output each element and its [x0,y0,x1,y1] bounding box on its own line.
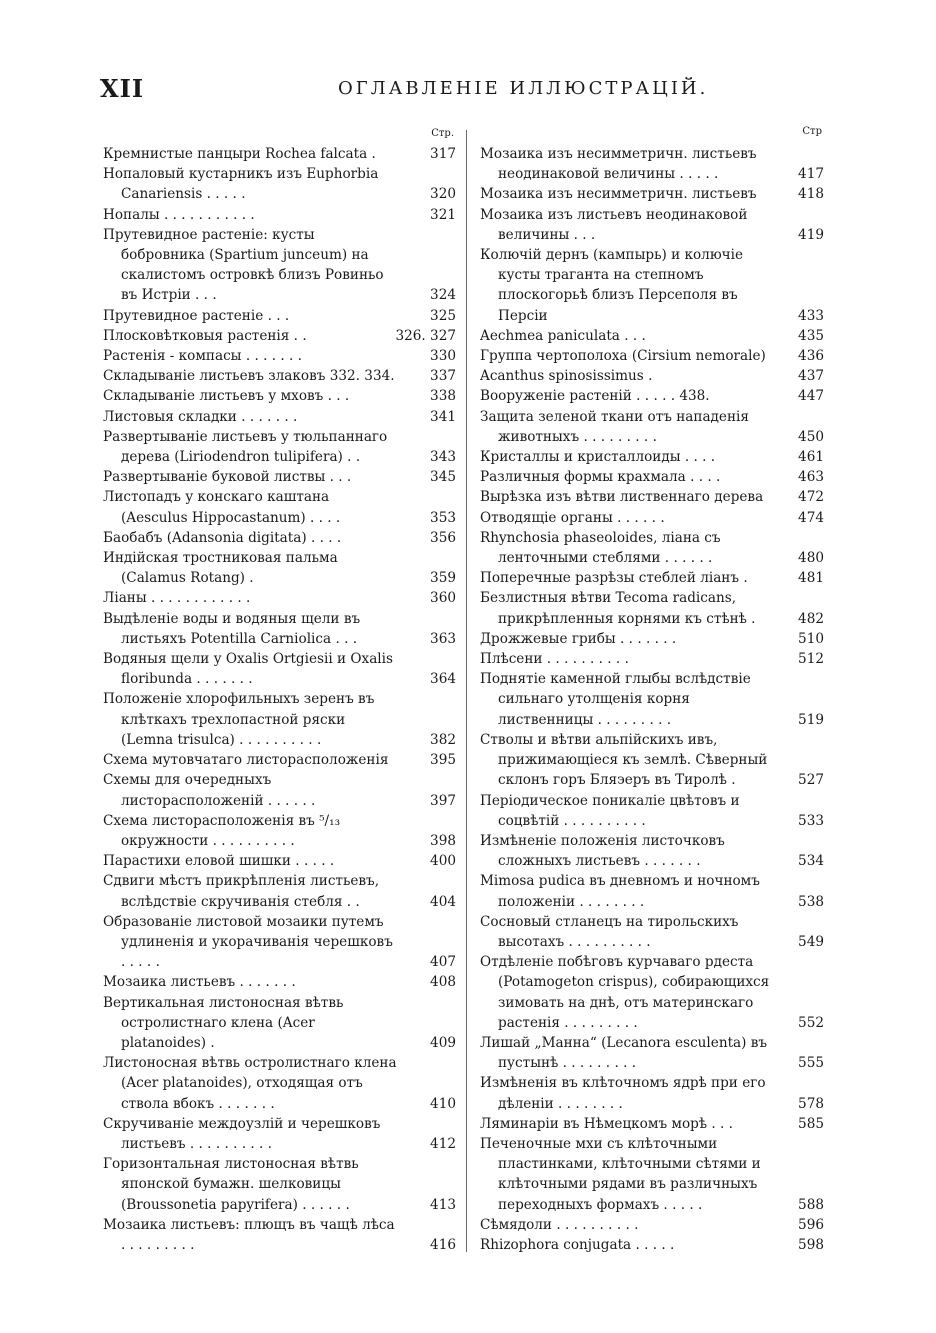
toc-entry-text: Поперечные разрѣзы стеблей ліанъ . [480,570,748,587]
toc-entry-page: 549 [798,933,824,950]
toc-entry [480,184,828,204]
toc-entry-text: Складываніе листьевъ злаковъ 332. 334. [103,368,395,385]
toc-entry-text: Листовыя складки . . . . . . . [103,408,298,425]
toc-entry-text: Мозаика листьевъ: плющъ въ чащѣ лѣса . . . . . . . . . [103,1216,395,1253]
toc-entry-page: 400 [430,853,456,870]
toc-entry-text: Защита зеленой ткани отъ нападенія животныхъ . . . . . . . . . [480,408,749,445]
column-divider [466,130,467,1252]
toc-entry [103,346,456,366]
toc-entry [103,851,456,871]
toc-entry [480,568,828,588]
toc-entry-page: 480 [798,550,824,567]
toc-entry [480,1235,828,1255]
left-column [103,122,456,1255]
toc-entry [103,427,456,467]
toc-entry-text: Плѣсени . . . . . . . . . . [480,651,629,668]
toc-entry [480,528,828,568]
toc-entry-page: 419 [798,226,824,243]
toc-entry-page: 397 [430,792,456,809]
toc-entry-page: 596 [798,1216,824,1233]
toc-entry-page: 519 [798,711,824,728]
toc-entry-text: Ліаны . . . . . . . . . . . . [103,590,251,607]
toc-entry-page: 360 [430,590,456,607]
toc-entry-text: Группа чертополоха (Cirsium nemorale) [480,348,766,365]
toc-list [103,144,456,1255]
toc-entry-text: Плосковѣтковыя растенія . . [103,327,307,344]
toc-entry-text: Rhynchosia phaseoloides, ліана съ ленточными стеблями . . . . . . [480,529,721,567]
toc-entry-page: 363 [430,630,456,647]
toc-entry [480,669,828,730]
toc-entry-page: 338 [430,388,456,405]
toc-entry-page: 398 [430,832,456,849]
toc-entry-page: 538 [798,893,824,910]
toc-entry-page: 450 [798,428,824,445]
toc-entry [480,467,828,487]
toc-entry [103,407,456,427]
toc-entry-text: Кристаллы и кристаллоиды . . . . [480,449,716,466]
toc-entry-page: 533 [798,812,824,829]
toc-entry [103,689,456,750]
toc-entry-page: 410 [430,1095,456,1112]
page-number: XII [100,74,145,103]
toc-entry [103,588,456,608]
toc-entry [103,164,456,204]
toc-entry-page: 433 [798,307,824,324]
toc-entry-text: Мозаика листьевъ . . . . . . . [103,974,296,991]
toc-entry-page: 463 [798,469,824,486]
toc-entry-page: 578 [798,1095,824,1112]
toc-entry-page: 534 [798,853,824,870]
toc-entry-page: 482 [798,610,824,627]
toc-entry [480,831,828,871]
toc-entry-text: Rhizophora conjugata . . . . . [480,1236,675,1253]
toc-entry-text: Кремнистые панцыри Rochea falcata . [103,146,376,162]
toc-entry-page: 408 [430,974,456,991]
toc-entry-text: Схема листорасположенія въ ⁵/₁₃ окружности . . . . . . . . . . [103,812,341,849]
toc-entry-page: 437 [798,368,824,385]
toc-entry [480,791,828,831]
toc-entry [103,1215,456,1255]
toc-entry-page: 337 [430,368,456,385]
toc-entry-page: 552 [798,1014,824,1031]
toc-entry-page: 436 [798,348,824,365]
toc-entry-page: 472 [798,489,824,506]
toc-entry [103,306,456,326]
toc-entry-text: Мозаика изъ листьевъ неодинаковой величины . . . [480,206,748,243]
toc-entry-text: Складываніе листьевъ у мховъ . . . [103,388,350,405]
toc-entry-text: Aechmea paniculata . . . [480,327,646,344]
toc-entry-page: 512 [798,651,824,668]
toc-entry-text: Сдвиги мѣстъ прикрѣпленія листьевъ, вслѣдствіе скручиванія стебля . . [103,873,380,910]
toc-entry-text: Лишай „Манна“ (Lecanora esculenta) въ пустынѣ . . . . . . . . . [480,1034,768,1072]
toc-entry-page: 435 [798,327,824,344]
toc-entry [103,972,456,992]
toc-entry-page: 341 [430,408,456,425]
toc-entry-page: 356 [430,529,456,546]
toc-entry-page: 326. 327 [395,327,456,344]
toc-entry-text: Различныя формы крахмала . . . . [480,469,721,486]
toc-entry-text: Парастихи еловой шишки . . . . . [103,853,335,870]
toc-entry [103,811,456,851]
toc-entry-text: Измѣненіе положенія листочковъ сложныхъ листьевъ . . . . . . . [480,832,725,870]
toc-entry-text: Ляминаріи въ Нѣмецкомъ морѣ . . . [480,1115,733,1132]
toc-entry [480,346,828,366]
toc-entry-page: 416 [430,1236,456,1253]
toc-entry-page: 447 [798,388,824,405]
page-column-heading: Стр [802,126,822,137]
toc-entry-text: Вооруженіе растеній . . . . . 438. [480,388,710,405]
toc-entry [103,750,456,770]
toc-entry-text: Мозаика изъ несимметричн. листьевъ неодинаковой величины . . . . . [480,146,757,183]
right-column [480,122,828,1255]
toc-entry-text: Отводящіе органы . . . . . . [480,509,665,526]
toc-entry-text: Вырѣзка изъ вѣтви лиственнаго дерева [480,489,764,506]
toc-entry-text: Періодическое поникаліе цвѣтовъ и соцвѣтій . . . . . . . . . . [480,792,740,829]
toc-entry-page: 382 [430,731,456,748]
page-title: ОГЛАВЛЕНІЕ ИЛЛЮСТРАЦІЙ. [338,78,709,99]
toc-entry-text: Схемы для очередныхъ листорасположеній . . . . . . [103,772,316,809]
toc-entry [480,487,828,507]
toc-entry [103,1154,456,1215]
toc-entry [103,467,456,487]
toc-entry-text: Безлистныя вѣтви Tecoma radicans, прикрѣпленныя корнями къ стѣнѣ . [480,590,756,627]
toc-entry [103,366,456,386]
toc-entry [480,326,828,346]
toc-entry-text: Вертикальная листоносная вѣтвь остролистнаго клена (Acer platanoides) . [103,994,344,1051]
toc-entry [480,588,828,628]
toc-entry-page: 527 [798,772,824,789]
toc-entry-text: Растенія - компасы . . . . . . . [103,348,302,365]
toc-entry-text: Листоносная вѣтвь остролистнаго клена (Acer platanoides), отходящая отъ ствола вбокъ . . . . . . . [103,1055,397,1112]
toc-entry-text: Нопаловый кустарникъ изъ Euphorbia Canariensis . . . . . [103,166,379,203]
toc-entry [103,528,456,548]
toc-entry-page: 321 [430,206,456,223]
toc-entry-text: Прутевидное растеніе: кусты бобровника (Spartium junceum) на скалистомъ островкѣ близъ Ровиньо въ Истріи . . . [103,226,384,304]
toc-entry [480,1134,828,1215]
toc-entry [103,548,456,588]
toc-entry-text: Индійская тростниковая пальма (Calamus Rotang) . [103,550,338,587]
toc-entry-text: Положеніе хлорофильныхъ зеренъ въ клѣткахъ трехлопастной ряски (Lemna trisulca) . . . . . . . . . . [103,691,375,748]
toc-entry-page: 324 [430,287,456,304]
toc-entry [480,1215,828,1235]
toc-entry-text: Образованіе листовой мозаики путемъ удлиненія и укорачиванія черешковъ . . . . . [103,913,393,971]
toc-entry-page: 418 [798,186,824,203]
toc-entry-page: 364 [430,671,456,688]
toc-entry-page: 353 [430,509,456,526]
toc-entry [103,1114,456,1154]
toc-entry-text: Mimosa pudica въ дневномъ и ночномъ положеніи . . . . . . . . [480,873,760,910]
page-header [0,74,936,108]
toc-entry-text: Дрожжевые грибы . . . . . . . [480,630,677,647]
toc-entry-text: Стволы и вѣтви альпійскихъ ивъ, прижимающіеся къ землѣ. Сѣверный склонъ горъ Бляэеръ въ Тиролѣ . [480,731,768,789]
toc-entry-page: 417 [798,166,824,183]
toc-entry-page: 555 [798,1055,824,1072]
toc-entry [480,508,828,528]
toc-entry-text: Печеночные мхи съ клѣточными пластинками, клѣточными сѣтями и клѣточными рядами въ различныхъ переходныхъ формахъ . . . . . [480,1135,761,1213]
toc-entry-page: 395 [430,752,456,769]
toc-entry [480,1114,828,1134]
page-column-heading: Стр. [431,128,454,139]
toc-entry-text: Сѣмядоли . . . . . . . . . . [480,1216,639,1233]
toc-entry-page: 407 [430,954,456,971]
toc-entry-page: 404 [430,893,456,910]
toc-entry [103,609,456,649]
toc-entry-page: 510 [798,630,824,647]
toc-entry [103,225,456,306]
toc-entry [480,245,828,326]
toc-entry-page: 359 [430,570,456,587]
toc-entry-page: 330 [430,348,456,365]
toc-entry [480,366,828,386]
toc-entry [103,649,456,689]
toc-entry-page: 343 [430,449,456,466]
toc-entry-page: 588 [798,1196,824,1213]
toc-entry-page: 325 [430,307,456,324]
toc-entry-text: Отдѣленіе побѣговъ курчаваго рдеста (Potamogeton crispus), собирающихся зимовать на днѣ, отъ материнскаго растенія . . . . . . . . . [480,954,770,1031]
toc-entry-text: Поднятіе каменной глыбы вслѣдствіе сильнаго утолщенія корня лиственницы . . . . . . . . . [480,671,751,728]
toc-entry-text: Мозаика изъ несимметричн. листьевъ [480,186,757,203]
toc-entry [480,447,828,467]
toc-entry [103,386,456,406]
toc-entry-text: Развертываніе буковой листвы . . . [103,469,352,486]
toc-entry-text: Выдѣленіе воды и водяныя щели въ листьяхъ Potentilla Carniolica . . . [103,610,361,647]
toc-entry [103,205,456,225]
toc-entry [103,326,456,346]
toc-entry-page: 598 [798,1236,824,1253]
toc-entry-page: 412 [430,1135,456,1152]
toc-entry-text: Колючій дернъ (кампырь) и колючіе кусты траганта на степномъ плоскогорьѣ близъ Персеполя въ Персіи [480,247,744,324]
toc-entry-text: Схема мутовчатаго листорасположенія [103,752,389,769]
toc-entry-text: Скручиваніе междоузлій и черешковъ листьевъ . . . . . . . . . . [103,1115,381,1152]
toc-entry-page: 461 [798,449,824,466]
toc-entry-page: 317 [430,146,456,162]
toc-entry-page: 413 [430,1196,456,1213]
toc-entry-text: Сосновый стланецъ на тирольскихъ высотахъ . . . . . . . . . . [480,913,739,950]
toc-entry [480,386,828,406]
toc-entry-page: 481 [798,570,824,587]
toc-list [480,144,828,1255]
toc-entry [103,993,456,1054]
toc-entry [480,144,828,184]
toc-entry [480,871,828,911]
toc-entry [480,629,828,649]
toc-entry-page: 320 [430,186,456,203]
toc-entry-text: Листопадъ у конскаго каштана (Aesculus Hippocastanum) . . . . [103,489,341,526]
toc-entry-page: 345 [430,469,456,486]
toc-entry-page: 585 [798,1115,824,1132]
toc-entry [103,1053,456,1114]
toc-entry-text: Нопалы . . . . . . . . . . . [103,206,255,223]
toc-entry [480,912,828,952]
toc-entry [103,144,456,164]
toc-entry [480,1073,828,1113]
toc-entry [480,649,828,669]
toc-entry-page: 474 [798,509,824,526]
toc-entry-page: 409 [430,1034,456,1051]
toc-entry-text: Развертываніе листьевъ у тюльпаннаго дерева (Liriodendron tulipifera) . . [103,428,388,466]
toc-entry [103,770,456,810]
toc-entry [103,871,456,911]
toc-entry-text: Измѣненія въ клѣточномъ ядрѣ при его дѣленіи . . . . . . . . [480,1075,766,1112]
toc-entry-text: Водяныя щели у Oxalis Ortgiesii и Oxalis floribunda . . . . . . . [103,651,393,688]
toc-entry [480,205,828,245]
toc-entry [103,912,456,973]
toc-entry-text: Acanthus spinosissimus . [480,368,653,385]
toc-entry [480,730,828,791]
toc-entry [480,952,828,1033]
toc-entry [103,487,456,527]
toc-entry-text: Баобабъ (Adansonia digitata) . . . . [103,529,342,546]
toc-entry [480,407,828,447]
toc-entry [480,1033,828,1073]
toc-entry-text: Горизонтальная листоносная вѣтвь японской бумажн. шелковицы (Broussonetia papyrifera) . . . . . . [103,1156,359,1213]
toc-entry-text: Прутевидное растеніе . . . [103,307,290,324]
